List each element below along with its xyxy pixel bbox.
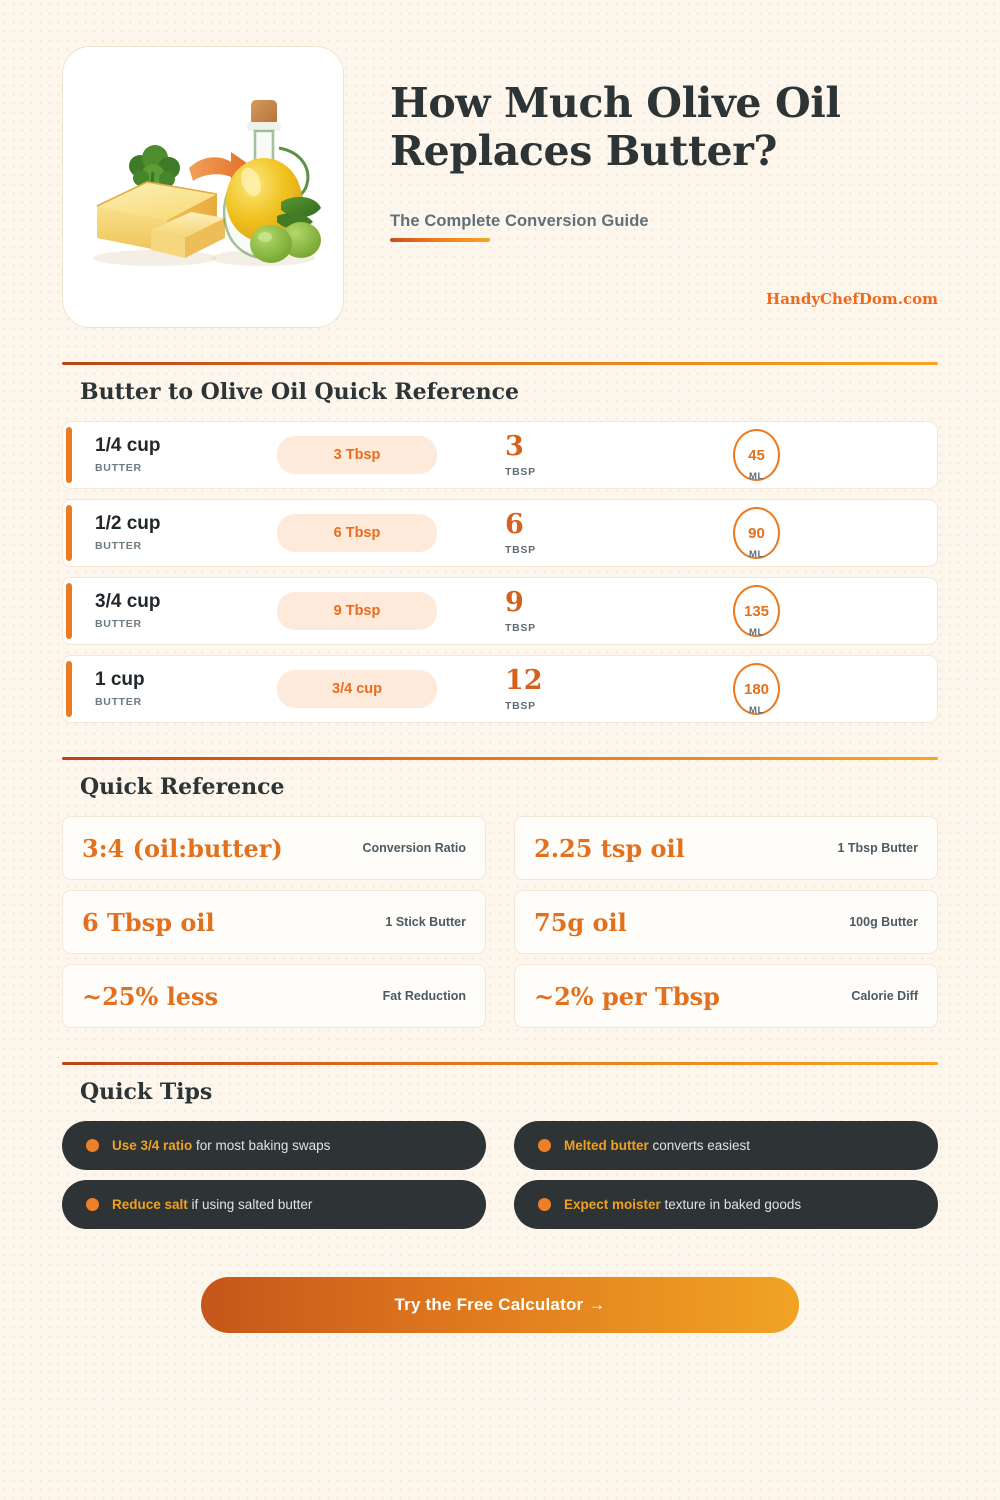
brand-url: HandyChefDom.com xyxy=(766,289,938,308)
stat-value: ~25% less xyxy=(82,981,219,1011)
tip-item xyxy=(514,1180,938,1229)
tip-text xyxy=(112,1197,312,1212)
oil-amount-badge: 6 Tbsp xyxy=(277,514,437,552)
stat-label: 100g Butter xyxy=(849,915,918,929)
ml-value-circle: 45 xyxy=(733,429,780,481)
section-divider xyxy=(62,757,938,760)
table-row xyxy=(62,421,938,489)
ml-value-circle: 135 xyxy=(733,585,780,637)
tbsp-cell xyxy=(505,586,733,634)
bullet-dot-icon xyxy=(86,1139,99,1152)
oil-pill-cell xyxy=(277,592,505,630)
butter-block-icon xyxy=(97,182,225,258)
stat-label: Fat Reduction xyxy=(382,989,466,1003)
tbsp-cell xyxy=(505,508,733,556)
header-text xyxy=(390,46,938,308)
bullet-dot-icon xyxy=(86,1198,99,1211)
butter-amount: 1 cup xyxy=(95,669,145,691)
subtitle-underline xyxy=(390,238,490,242)
stat-label: 1 Tbsp Butter xyxy=(837,841,918,855)
tbsp-cell xyxy=(505,664,733,712)
stat-value: 2.25 tsp oil xyxy=(534,833,685,863)
tip-highlight: Reduce salt xyxy=(112,1197,188,1212)
stat-value: 3:4 (oil:butter) xyxy=(82,833,283,863)
stat-card xyxy=(514,890,938,954)
row-accent-bar xyxy=(66,583,72,639)
butter-amount: 1/2 cup xyxy=(95,513,161,535)
tbsp-value: 12 xyxy=(505,664,543,696)
stat-label: Calorie Diff xyxy=(851,989,918,1003)
quick-tips-title: Quick Tips xyxy=(80,1079,213,1105)
butter-cell xyxy=(63,436,277,474)
tip-item xyxy=(514,1121,938,1170)
quick-tips-section xyxy=(62,1062,938,1229)
conversion-section xyxy=(62,362,938,723)
butter-unit-label: BUTTER xyxy=(95,617,142,630)
row-accent-bar xyxy=(66,505,72,561)
oil-amount-badge: 3/4 cup xyxy=(277,670,437,708)
tip-rest: converts easiest xyxy=(648,1138,751,1153)
ml-value-circle: 180 xyxy=(733,663,780,715)
table-row xyxy=(62,655,938,723)
section-divider xyxy=(62,1062,938,1065)
table-row xyxy=(62,577,938,645)
try-free-calculator-button[interactable]: Try the Free Calculator → xyxy=(201,1277,799,1333)
ml-unit-label: ML xyxy=(749,627,764,638)
butter-to-olive-oil-illustration xyxy=(85,82,321,292)
butter-shadow xyxy=(93,250,217,266)
subtitle: The Complete Conversion Guide xyxy=(390,211,649,230)
ml-cell xyxy=(733,421,937,489)
butter-unit-label: BUTTER xyxy=(95,539,142,552)
tip-item xyxy=(62,1121,486,1170)
butter-unit-label: BUTTER xyxy=(95,695,142,708)
ml-cell xyxy=(733,577,937,645)
butter-cell xyxy=(63,514,277,552)
tip-rest: for most baking swaps xyxy=(192,1138,331,1153)
butter-cell xyxy=(63,670,277,708)
stat-card-grid xyxy=(62,816,938,1028)
tip-highlight: Melted butter xyxy=(564,1138,649,1153)
conversion-section-title: Butter to Olive Oil Quick Reference xyxy=(80,379,520,405)
ml-cell xyxy=(733,655,937,723)
stat-value: 75g oil xyxy=(534,907,627,937)
ml-value-circle: 90 xyxy=(733,507,780,559)
stat-label: 1 Stick Butter xyxy=(385,915,466,929)
section-divider xyxy=(62,362,938,365)
oil-pill-cell xyxy=(277,670,505,708)
tip-text xyxy=(564,1197,801,1212)
stat-card xyxy=(62,964,486,1028)
oil-amount-badge: 3 Tbsp xyxy=(277,436,437,474)
ml-unit-label: ML xyxy=(749,705,764,716)
quick-reference-section xyxy=(62,757,938,1028)
tip-text xyxy=(112,1138,330,1153)
butter-cell xyxy=(63,592,277,630)
ml-unit-label: ML xyxy=(749,471,764,482)
tbsp-unit-label: TBSP xyxy=(505,465,536,478)
oil-pill-cell xyxy=(277,514,505,552)
page-title-line2: Replaces Butter? xyxy=(390,126,778,175)
stat-value: 6 Tbsp oil xyxy=(82,907,215,937)
tip-item xyxy=(62,1180,486,1229)
stat-card xyxy=(514,964,938,1028)
tbsp-value: 6 xyxy=(505,508,524,540)
stat-card xyxy=(62,890,486,954)
conversion-table xyxy=(62,421,938,723)
ml-cell xyxy=(733,499,937,567)
page-title-line1: How Much Olive Oil xyxy=(390,79,841,127)
butter-unit-label: BUTTER xyxy=(95,461,142,474)
quick-reference-title: Quick Reference xyxy=(80,774,285,800)
header xyxy=(62,0,938,328)
ml-unit-label: ML xyxy=(749,549,764,560)
tips-grid xyxy=(62,1121,938,1229)
stat-card xyxy=(514,816,938,880)
oil-pill-cell xyxy=(277,436,505,474)
subtitle-wrap xyxy=(390,212,649,242)
tbsp-value: 3 xyxy=(505,430,524,462)
tbsp-unit-label: TBSP xyxy=(505,699,536,712)
tip-text xyxy=(564,1138,750,1153)
bullet-dot-icon xyxy=(538,1139,551,1152)
tip-rest: texture in baked goods xyxy=(660,1197,802,1212)
bullet-dot-icon xyxy=(538,1198,551,1211)
illustration-card xyxy=(62,46,344,328)
row-accent-bar xyxy=(66,427,72,483)
tbsp-unit-label: TBSP xyxy=(505,621,536,634)
table-row xyxy=(62,499,938,567)
row-accent-bar xyxy=(66,661,72,717)
tip-rest: if using salted butter xyxy=(187,1197,313,1212)
stat-value: ~2% per Tbsp xyxy=(534,981,720,1011)
tbsp-unit-label: TBSP xyxy=(505,543,536,556)
tip-highlight: Expect moister xyxy=(564,1197,661,1212)
butter-amount: 1/4 cup xyxy=(95,435,161,457)
butter-amount: 3/4 cup xyxy=(95,591,161,613)
cta-wrap xyxy=(62,1277,938,1333)
stat-card xyxy=(62,816,486,880)
tip-highlight: Use 3/4 ratio xyxy=(112,1138,193,1153)
page-title xyxy=(390,80,938,176)
stat-label: Conversion Ratio xyxy=(362,841,466,855)
oil-amount-badge: 9 Tbsp xyxy=(277,592,437,630)
tbsp-cell xyxy=(505,430,733,478)
tbsp-value: 9 xyxy=(505,586,524,618)
